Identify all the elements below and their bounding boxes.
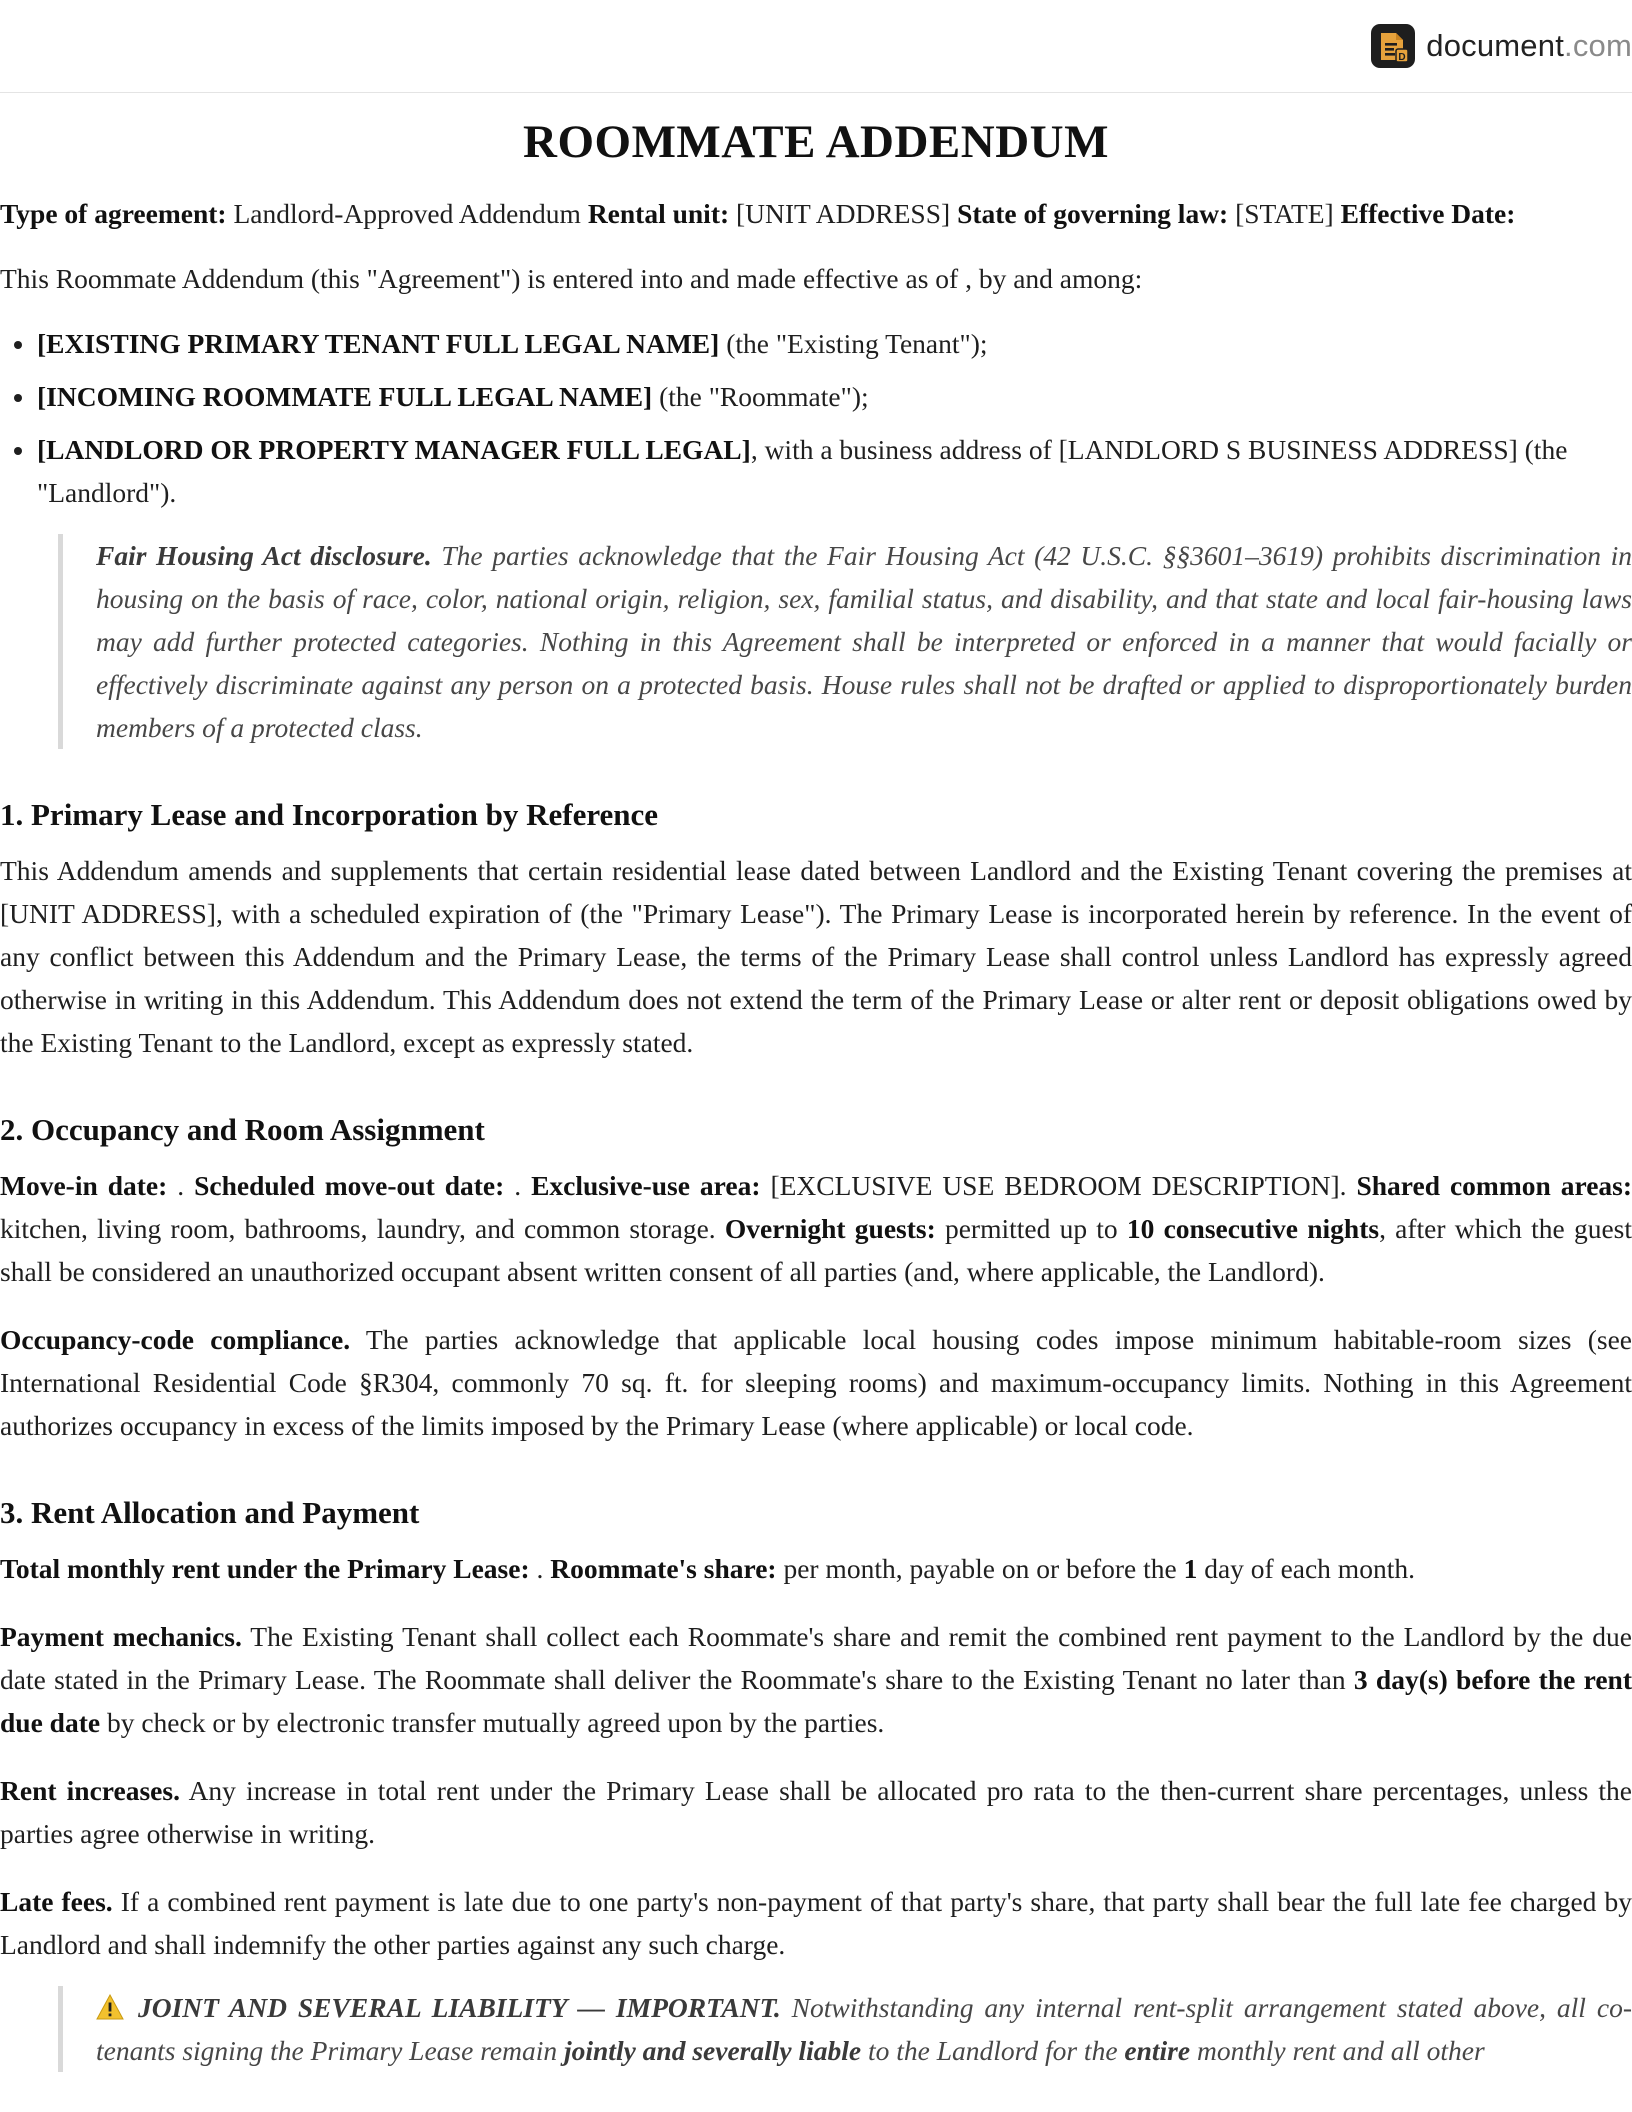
party-landlord: • [LANDLORD OR PROPERTY MANAGER FULL LEGAL], with a business address of [LANDLORD S BUSINESS ADDRESS] (the "Landlord"). <box>37 428 1632 514</box>
joint-liability-callout: JOINT AND SEVERAL LIABILITY — IMPORTANT. Notwithstanding any internal rent-split arrangement stated above, all co-tenants signing the Primary Lease remain jointly and severally liable to the Landlord for the entire monthly rent and all other <box>58 1986 1632 2072</box>
section-2-heading: 2. Occupancy and Room Assignment <box>0 1112 485 1147</box>
occupancy-terms: Move-in date: . Scheduled move-out date: . Exclusive-use area: [EXCLUSIVE USE BEDROOM DESCRIPTION]. Shared common areas: kitchen, living room, bathrooms, laundry, and common storage. Overnight guests: permitted up to 10 consecutive nights, after which the guest shall be considered an unauthorized occupant absent written consent of all parties (and, where applicable, the Landlord). <box>0 1170 1632 1287</box>
fair-housing-callout: Fair Housing Act disclosure. The parties acknowledge that the Fair Housing Act (42 U.S.C. §§3601–3619) prohibits discrimination in housing on the basis of race, color, national origin, religion, sex, familial status, and disability, and that state and local fair-housing laws may add further protected categories. Nothing in this Agreement shall be interpreted or enforced in a manner that would facially or effectively discriminate against any person on a protected basis. House rules shall not be drafted or applied to disproportionately burden members of a protected class. <box>58 534 1632 749</box>
header-bar <box>0 0 1632 93</box>
document-logo-icon <box>1370 23 1416 69</box>
section-3-heading: 3. Rent Allocation and Payment <box>0 1495 420 1530</box>
warning-icon <box>96 1994 124 2020</box>
agreement-meta: Type of agreement: Landlord-Approved Addendum Rental unit: [UNIT ADDRESS] State of governing law: [STATE] Effective Date: <box>0 198 1516 229</box>
party-roommate: • [INCOMING ROOMMATE FULL LEGAL NAME] (the "Roommate"); <box>37 375 1632 418</box>
payment-mechanics: Payment mechanics. The Existing Tenant shall collect each Roommate's share and remit the combined rent payment to the Landlord by the due date stated in the Primary Lease. The Roommate shall deliver the Roommate's share to the Existing Tenant no later than 3 day(s) before the rent due date by check or by electronic transfer mutually agreed upon by the parties. <box>0 1621 1632 1738</box>
intro-paragraph: This Roommate Addendum (this "Agreement") is entered into and made effective as of , by and among: <box>0 263 1143 294</box>
document-title: ROOMMATE ADDENDUM <box>523 116 1109 168</box>
brand-name: document.com <box>1426 28 1632 63</box>
rent-increases: Rent increases. Any increase in total rent under the Primary Lease shall be allocated pro rata to the then-current share percentages, unless the parties agree otherwise in writing. <box>0 1775 1632 1849</box>
svg-text:D: D <box>1398 52 1406 63</box>
brand[interactable] <box>1370 22 1632 70</box>
section-1-heading: 1. Primary Lease and Incorporation by Reference <box>0 797 659 832</box>
party-existing-tenant: • [EXISTING PRIMARY TENANT FULL LEGAL NAME] (the "Existing Tenant"); <box>37 322 1632 365</box>
section-1-text: This Addendum amends and supplements that certain residential lease dated between Landlord and the Existing Tenant covering the premises at [UNIT ADDRESS], with a scheduled expiration of (the "Primary Lease"). The Primary Lease is incorporated herein by reference. In the event of any conflict between this Addendum and the Primary Lease, the terms of the Primary Lease shall control unless Landlord has expressly agreed otherwise in writing in this Addendum. This Addendum does not extend the term of the Primary Lease or alter rent or deposit obligations owed by the Existing Tenant to the Landlord, except as expressly stated. <box>0 855 1632 1058</box>
parties-list <box>0 322 1632 514</box>
rent-amounts: Total monthly rent under the Primary Lease: . Roommate's share: per month, payable on or before the 1 day of each month. <box>0 1553 1415 1584</box>
document-body <box>0 92 1632 2072</box>
late-fees: Late fees. If a combined rent payment is late due to one party's non-payment of that party's share, that party shall bear the full late fee charged by Landlord and shall indemnify the other parties against any such charge. <box>0 1886 1632 1960</box>
occupancy-code-compliance: Occupancy-code compliance. The parties acknowledge that applicable local housing codes impose minimum habitable-room sizes (see International Residential Code §R304, commonly 70 sq. ft. for sleeping rooms) and maximum-occupancy limits. Nothing in this Agreement authorizes occupancy in excess of the limits imposed by the Primary Lease (where applicable) or local code. <box>0 1324 1632 1441</box>
